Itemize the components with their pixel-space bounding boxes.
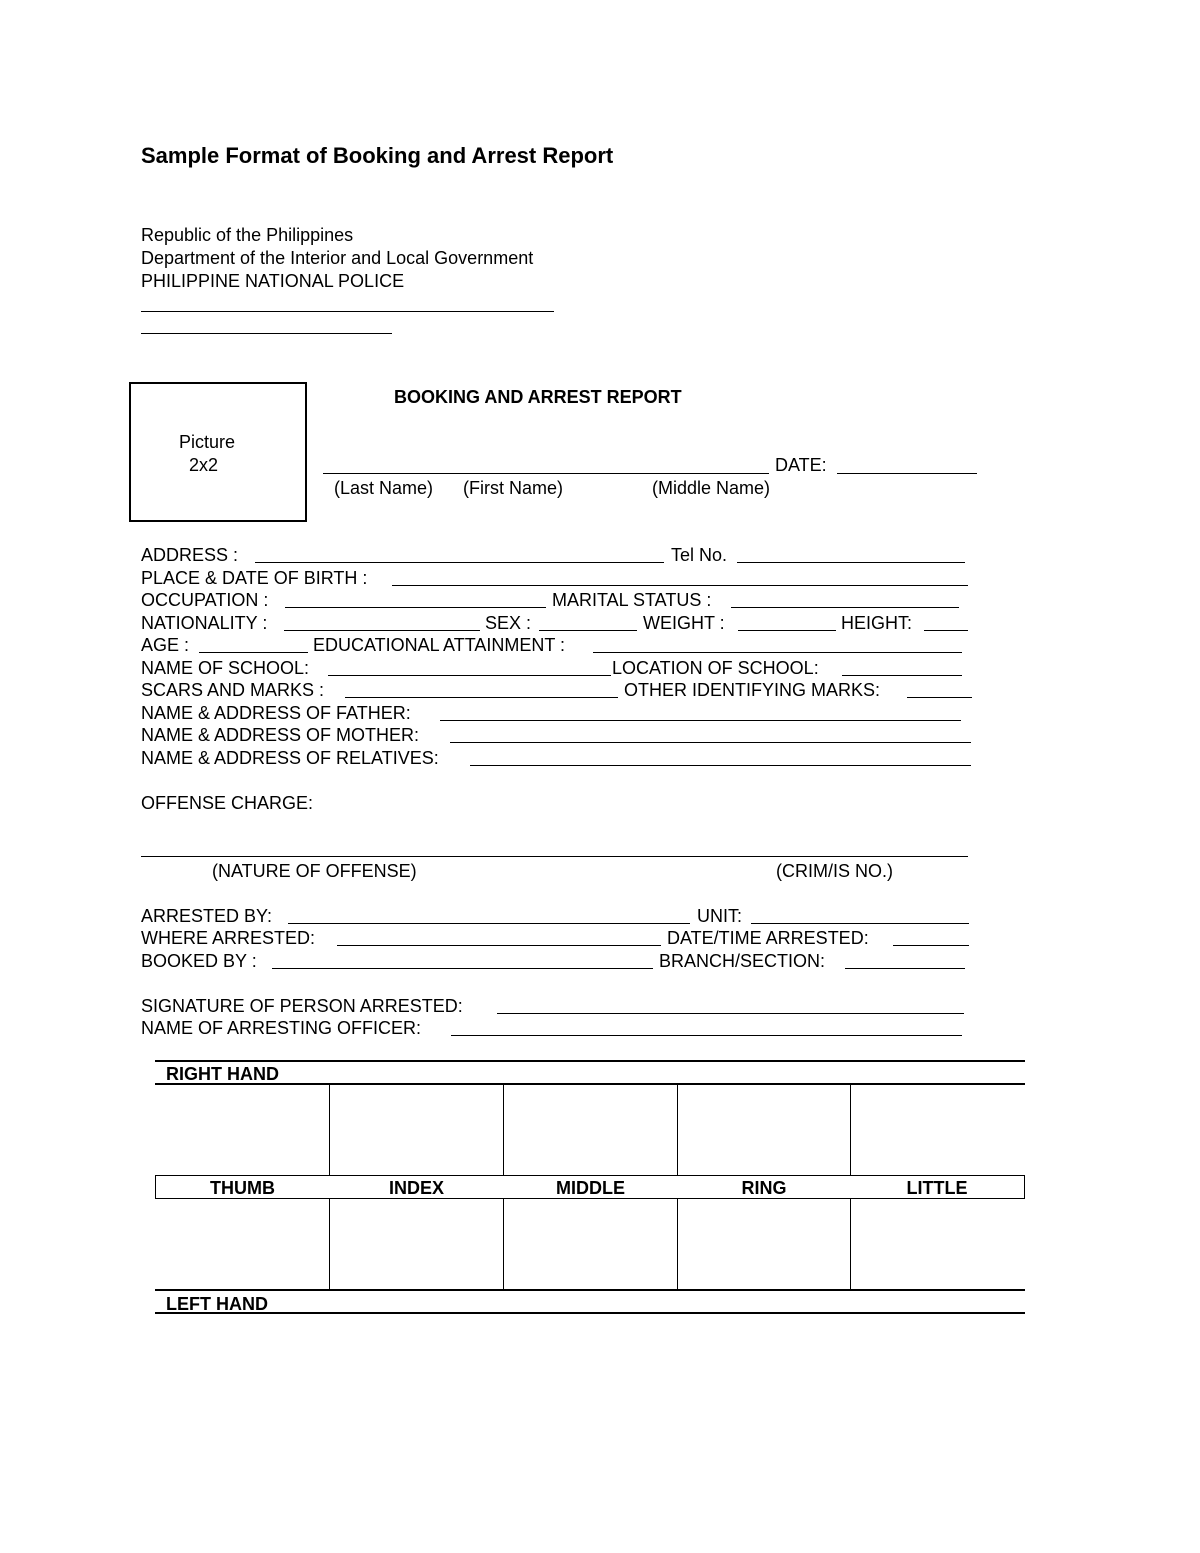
signature-line[interactable] [497,1013,964,1014]
unit-line[interactable] [751,923,969,924]
right-divider-4 [850,1085,851,1175]
first-name-caption: (First Name) [463,478,563,498]
right-divider-2 [503,1085,504,1175]
right-divider-3 [677,1085,678,1175]
marital-label: MARITAL STATUS : [552,590,712,610]
weight-line[interactable] [738,630,836,631]
offense-label: OFFENSE CHARGE: [141,793,314,813]
school-location-line[interactable] [842,675,962,676]
birth-line[interactable] [392,585,968,586]
date-line[interactable] [837,473,977,474]
height-label: HEIGHT: [841,613,913,633]
weight-label: WEIGHT : [643,613,725,633]
where-arrested-line[interactable] [337,945,661,946]
crim-no-caption: (CRIM/IS NO.) [776,861,893,881]
relatives-line[interactable] [470,765,971,766]
father-label: NAME & ADDRESS OF FATHER: [141,703,411,723]
ring-caption: RING [741,1178,787,1198]
right-ring-box[interactable] [678,1085,850,1175]
right-hand-label: RIGHT HAND [166,1064,279,1084]
report-title: BOOKING AND ARREST REPORT [394,387,682,407]
booked-by-label: BOOKED BY : [141,951,257,971]
sex-line[interactable] [539,630,637,631]
index-caption: INDEX [388,1178,444,1198]
address-label: ADDRESS : [141,545,239,565]
left-little-box[interactable] [851,1199,1024,1289]
nationality-label: NATIONALITY : [141,613,268,633]
full-name-line[interactable] [323,473,769,474]
left-divider-1 [329,1199,330,1289]
little-caption: LITTLE [906,1178,968,1198]
left-hand-top-rule [155,1289,1025,1291]
right-index-box[interactable] [330,1085,503,1175]
school-label: NAME OF SCHOOL: [141,658,310,678]
mother-label: NAME & ADDRESS OF MOTHER: [141,725,420,745]
thumb-caption: THUMB [210,1178,275,1198]
datetime-arrested-label: DATE/TIME ARRESTED: [667,928,869,948]
right-little-box[interactable] [851,1085,1024,1175]
arresting-officer-label: NAME OF ARRESTING OFFICER: [141,1018,422,1038]
datetime-arrested-line[interactable] [893,945,969,946]
document-title: Sample Format of Booking and Arrest Report [141,143,614,168]
age-line[interactable] [199,652,308,653]
left-ring-box[interactable] [678,1199,850,1289]
right-thumb-box[interactable] [155,1085,329,1175]
left-middle-box[interactable] [504,1199,677,1289]
left-divider-4 [850,1199,851,1289]
date-label: DATE: [775,455,827,475]
header-blank-line-1[interactable] [141,311,554,312]
middle-name-caption: (Middle Name) [652,478,771,498]
other-marks-line[interactable] [907,697,972,698]
left-hand-label: LEFT HAND [166,1294,268,1314]
education-label: EDUCATIONAL ATTAINMENT : [313,635,566,655]
marital-line[interactable] [731,607,959,608]
offense-line[interactable] [141,856,968,857]
school-location-label: LOCATION OF SCHOOL: [612,658,819,678]
left-hand-bottom-rule [155,1312,1025,1314]
sex-label: SEX : [485,613,532,633]
occupation-label: OCCUPATION : [141,590,269,610]
nature-of-offense-caption: (NATURE OF OFFENSE) [212,861,417,881]
occupation-line[interactable] [285,607,546,608]
relatives-label: NAME & ADDRESS OF RELATIVES: [141,748,439,768]
right-divider-1 [329,1085,330,1175]
scars-line[interactable] [345,697,618,698]
branch-section-label: BRANCH/SECTION: [659,951,826,971]
header-department: Department of the Interior and Local Government [141,248,534,268]
tel-line[interactable] [737,562,965,563]
left-divider-2 [503,1199,504,1289]
right-hand-top-rule [155,1060,1025,1062]
education-line[interactable] [593,652,962,653]
height-line[interactable] [924,630,968,631]
header-blank-line-2[interactable] [141,333,392,334]
left-thumb-box[interactable] [155,1199,329,1289]
booked-by-line[interactable] [272,968,653,969]
where-arrested-label: WHERE ARRESTED: [141,928,316,948]
address-line[interactable] [255,562,664,563]
photo-size-label: 2x2 [189,455,219,475]
arrested-by-label: ARRESTED BY: [141,906,273,926]
tel-label: Tel No. [671,545,728,565]
mother-line[interactable] [450,742,971,743]
other-marks-label: OTHER IDENTIFYING MARKS: [624,680,881,700]
father-line[interactable] [440,720,961,721]
signature-label: SIGNATURE OF PERSON ARRESTED: [141,996,463,1016]
middle-caption: MIDDLE [556,1178,625,1198]
branch-section-line[interactable] [845,968,965,969]
header-republic: Republic of the Philippines [141,225,354,245]
photo-label: Picture [179,432,236,452]
left-index-box[interactable] [330,1199,503,1289]
header-pnp: PHILIPPINE NATIONAL POLICE [141,271,405,291]
nationality-line[interactable] [284,630,480,631]
birth-label: PLACE & DATE OF BIRTH : [141,568,368,588]
scars-label: SCARS AND MARKS : [141,680,325,700]
left-divider-3 [677,1199,678,1289]
last-name-caption: (Last Name) [334,478,434,498]
arrested-by-line[interactable] [288,923,690,924]
age-label: AGE : [141,635,190,655]
arresting-officer-line[interactable] [451,1035,962,1036]
unit-label: UNIT: [697,906,742,926]
right-middle-box[interactable] [504,1085,677,1175]
school-line[interactable] [328,675,611,676]
